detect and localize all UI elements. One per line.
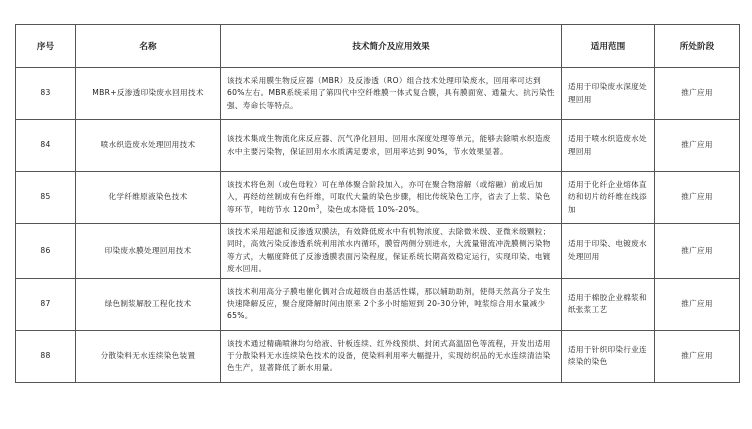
row-scope: 适用于印染废水深度处理回用 <box>562 68 655 120</box>
row-scope: 适用于印染、电镀废水处理回用 <box>562 224 655 279</box>
row-scope: 适用于棉胶企业棉浆和纸张浆工艺 <box>562 278 655 330</box>
row-name: 分散染料无水连续染色装置 <box>76 330 221 382</box>
row-desc: 该技术集成生物流化床反应器、沉气净化回用、回用水深度处理等单元，能够去除喷水织造废水中主要污染物，保证回用水水质满足要求，回用率达到 90%，节水效果显著。 <box>221 120 562 172</box>
row-name: 喷水织造废水处理回用技术 <box>76 120 221 172</box>
table-row <box>16 68 740 120</box>
technology-table <box>15 24 740 383</box>
header-name: 名称 <box>76 25 221 68</box>
row-name: 印染废水膜处理回用技术 <box>76 224 221 279</box>
header-no: 序号 <box>16 25 76 68</box>
header-desc: 技术简介及应用效果 <box>221 25 562 68</box>
header-stage: 所处阶段 <box>655 25 740 68</box>
row-desc: 该技术采用超滤和反渗透双膜法，有效降低废水中有机物浓度、去除微米级、亚微米级颗粒；同时，高效污染反渗透系统利用浓水内循环，膜管两侧分别进水，大流量错流冲洗膜侧污染物等方式，大幅度降低了反渗透膜表面污染程度，保证系统长期高效稳定运行，实现印染、电镀废水回用。 <box>221 224 562 279</box>
row-name: 绿色制浆解胶工程化技术 <box>76 278 221 330</box>
row-desc-tail: ，染色成本降低 10%-20%。 <box>319 204 424 214</box>
row-desc-text: 该技术将色剂（或色母粒）可在单体聚合阶段加入，亦可在聚合物溶解（或熔融）前或后加入，再经纺丝制成有色纤维，可取代大量的染色步骤，相比传统染色工序，省去了上浆、染色等环节，吨纺节水 120m <box>227 179 551 214</box>
row-name: MBR+反渗透印染废水回用技术 <box>76 68 221 120</box>
row-stage: 推广应用 <box>655 120 740 172</box>
row-no: 85 <box>16 172 76 224</box>
table-row <box>16 120 740 172</box>
row-no: 83 <box>16 68 76 120</box>
row-stage: 推广应用 <box>655 172 740 224</box>
table-row <box>16 330 740 382</box>
row-desc-superscript: 3 <box>315 204 320 211</box>
row-stage: 推广应用 <box>655 330 740 382</box>
row-desc: 该技术采用膜生物反应器（MBR）及反渗透（RO）组合技术处理印染废水，回用率可达到 60%左右。MBR系统采用了第四代中空纤维膜一体式复合膜，具有膜面宽、通量大、抗污染性强、寿命长等特点。 <box>221 68 562 120</box>
header-scope: 适用范围 <box>562 25 655 68</box>
table-row <box>16 278 740 330</box>
row-desc: 该技术通过精确喷淋均匀给液、针板连续、红外线预烘、封闭式高温固色等流程，开发出适用于分散染料无水连续染色技术的设备，使染料利用率大幅提升，实现纺织品的无水连续清洁染色生产，显著降低了新水用量。 <box>221 330 562 382</box>
row-name: 化学纤维原液染色技术 <box>76 172 221 224</box>
table-header-row <box>16 25 740 68</box>
row-no: 87 <box>16 278 76 330</box>
table-row <box>16 224 740 279</box>
row-no: 84 <box>16 120 76 172</box>
row-scope: 适用于化纤企业熔体直纺和切片纺纤维在线添加 <box>562 172 655 224</box>
row-scope: 适用于针织印染行业连续染的染色 <box>562 330 655 382</box>
row-no: 88 <box>16 330 76 382</box>
row-stage: 推广应用 <box>655 224 740 279</box>
row-scope: 适用于喷水织造废水处理回用 <box>562 120 655 172</box>
table-row <box>16 172 740 224</box>
row-desc <box>221 172 562 224</box>
row-stage: 推广应用 <box>655 68 740 120</box>
row-stage: 推广应用 <box>655 278 740 330</box>
row-desc: 该技术利用高分子膜电催化偶对合成超级自由基活性媒，那以辅助助剂，使得天然高分子发生快速降解反应，聚合度降解时间由原来 2个多小时缩短到 20-30分钟，吨浆综合用水量减少 65%。 <box>221 278 562 330</box>
row-no: 86 <box>16 224 76 279</box>
